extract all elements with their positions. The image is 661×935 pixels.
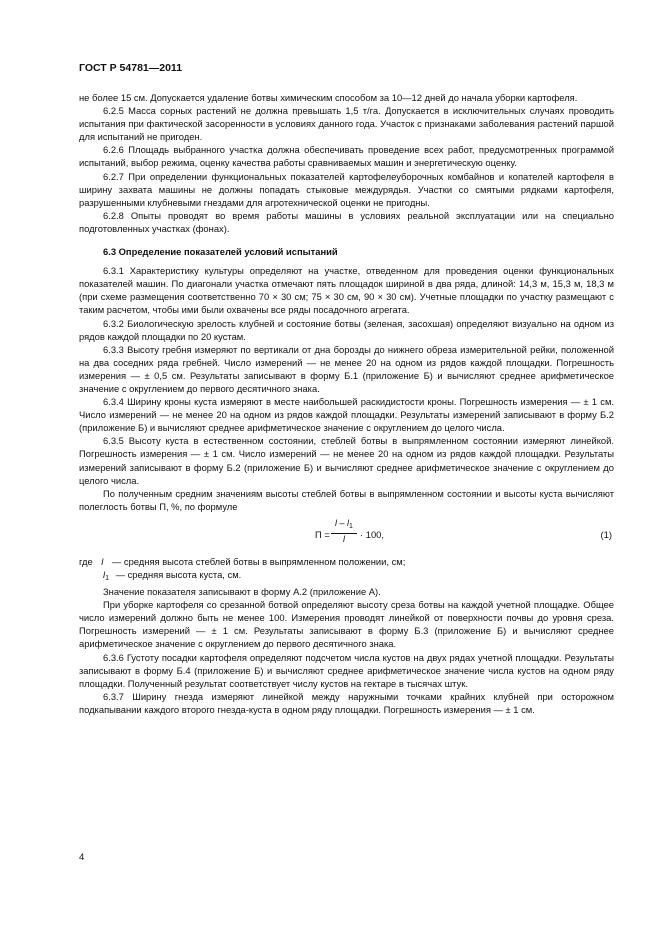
formula-fraction (331, 518, 357, 545)
paragraph-6-3-3: 6.3.3 Высоту гребня измеряют по вертикали от дна борозды до нижнего обреза измерительной рейки, положенной на два соседних ряда гребней. Число измерений — не менее 20 на одном из рядов каждой площадки. Погрешность измерения — ± 0,5 см. Результаты записывают в форму Б.1 (приложение Б) и вычисляют среднее арифметическое значение с округлением до первого десятичного знака. (79, 343, 614, 394)
formula-number: (1) (600, 528, 612, 540)
paragraph-record-a2: Значение показателя записывают в форму А.2 (приложение А). (103, 586, 381, 598)
paragraph-formula-intro: По полученным средним значениям высоты стеблей ботвы в выпрямленном состоянии и высоты куста вычисляют полеглость ботвы П, %, по формуле (79, 487, 614, 512)
formula-legend-1: где l — средняя высота стеблей ботвы в выпрямленном положении, см; (79, 555, 406, 567)
paragraph-6-3-4: 6.3.4 Ширину кроны куста измеряют в месте наибольшей раскидистости кроны. Погрешность измерения — ± 1 см. Число измерений — не менее 20 на одном из рядов каждой площадки. Результаты измерений записывают в форму Б.2 (приложение Б) и вычисляют среднее арифметическое значение с округлением до целого числа. (79, 396, 614, 434)
document-header: ГОСТ Р 54781—2011 (79, 62, 183, 74)
paragraph-6-3-7: 6.3.7 Ширину гнезда измеряют линейкой между наружными точками крайних клубней при осторожном подкапывании каждого второго гнезда-куста в одном ряду площадки. Погрешность измерения — ± 1 см. (79, 690, 614, 715)
page-body (79, 91, 614, 716)
paragraph-6-2-5: 6.2.5 Масса сорных растений не должна превышать 1,5 т/га. Допускается в исключительных случаях проводить испытания при фактической засоренности в условиях данного года. Участок с признаками заболевания растений паршой для испытаний не пригоден. (79, 105, 614, 143)
section-heading-6-3: 6.3 Определение показателей условий испытаний (103, 246, 338, 258)
paragraph-cut-height: При уборке картофеля со срезанной ботвой определяют высоту среза ботвы на каждой учетной площадке. Общее число измерений должно быть не менее 100. Измерения проводят линейкой от поверхности почвы до уровня среза. Погрешность измерений — ± 1 см. Результаты записывают в форму Б.3 (приложение Б) и вычисляют среднее арифметическое значение с округлением до первого десятичного знака. (79, 599, 614, 650)
formula-denominator: l (343, 533, 345, 544)
paragraph-continuation: не более 15 см. Допускается удаление ботвы химическим способом за 10—12 дней до начала уборки картофеля. (79, 92, 578, 103)
paragraph-6-2-8: 6.2.8 Опыты проводят во время работы машины в условиях реальной эксплуатации или на специально подготовленных участках (фонах). (79, 209, 614, 234)
paragraph-6-2-6: 6.2.6 Площадь выбранного участка должна обеспечивать проведение всех работ, предусмотренных программой испытаний, выбор режима, оценку качества работы сравниваемых машин и энергетическую оценку. (79, 144, 614, 169)
formula-rhs: · 100, (360, 528, 384, 540)
paragraph-6-3-1: 6.3.1 Характеристику культуры определяют на участке, отведенном для проведения оценки функциональных показателей машин. По диагонали участка отмечают пять площадок шириной в два ряда, длиной: 14,3 м, 15,3 м, 18,3 м (при схеме размещения соответственно 70 × 30 см; 75 × 30 см, 90 × 30 см). Учетные площадки по участку размещают с таким расчетом, чтобы ими были охвачены все ряды посадочного агрегата. (79, 265, 614, 316)
paragraph-6-3-6: 6.3.6 Густоту посадки картофеля определяют подсчетом числа кустов на двух рядах учетной площадки. Результаты записывают в форму Б.4 (приложение Б) и вычисляют среднее арифметическое значение числа кустов на одном ряду площадки. Полученный результат соответствует числу кустов на гектаре в тысячах штук. (79, 651, 614, 689)
paragraph-6-2-7: 6.2.7 При определении функциональных показателей картофелеуборочных комбайнов и копателей картофеля в ширину захвата машины не должны попадать стыковые междурядья. Участки со смятыми рядками картофеля, разрушенными клубневыми гнездами для агротехнической оценки не пригодны. (79, 170, 614, 208)
page-number: 4 (79, 852, 85, 863)
formula-numerator: l – $l_1$ (331, 518, 357, 534)
paragraph-6-3-2: 6.3.2 Биологическую зрелость клубней и состояние ботвы (зеленая, засохшая) определяют визуально на одном из рядов каждой площадки по 20 кустам. (79, 317, 614, 342)
formula-lhs: П = (315, 528, 330, 540)
formula-lodging (79, 517, 614, 551)
paragraph-6-3-5: 6.3.5 Высоту куста в естественном состоянии, стеблей ботвы в выпрямленном состоянии измеряют линейкой. Погрешность измерения — ± 1 см. Число измерений — не менее 20 на одном из рядов каждой площадки. Результаты измерений записывают в форму Б.2 (приложение Б) и вычисляют среднее арифметическое значение с округлением до целого числа. (79, 435, 614, 486)
formula-legend-2: $l_1$ — средняя высота куста, см. (103, 569, 242, 582)
